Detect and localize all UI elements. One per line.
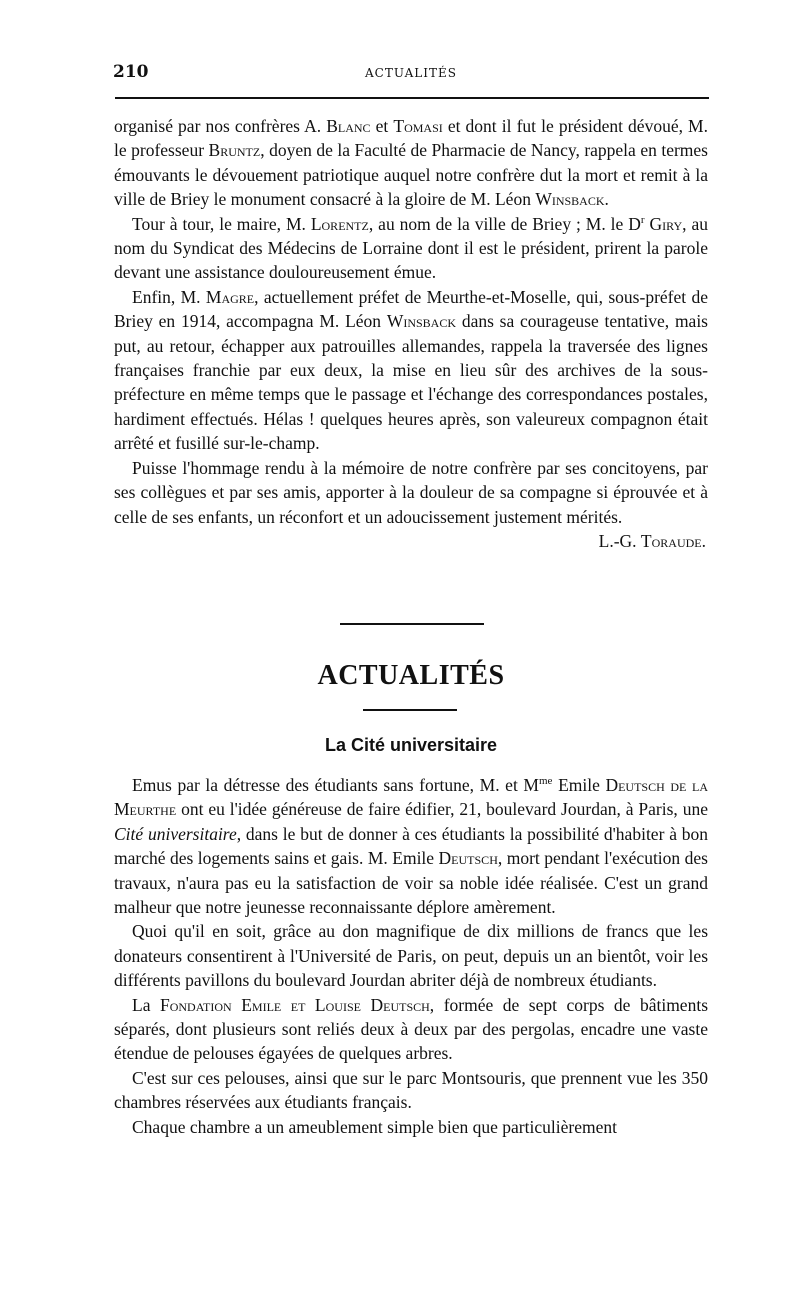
title-underline	[363, 709, 457, 711]
header-rule	[115, 97, 709, 99]
cite-article	[114, 773, 708, 1139]
paragraph: Puisse l'hommage rendu à la mémoire de notre confrère par ses concitoyens, par ses collègues et par ses amis, apporter à la douleur de sa compagne si éprouvée et à celle de ses enfants, un réconfort et un adoucissement justement mérités. L.-G. Toraude.	[114, 456, 708, 529]
name-blanc: Blanc	[326, 116, 371, 136]
name-giry: Giry	[649, 213, 683, 234]
signature: L.-G. Toraude.	[598, 530, 706, 551]
name-deutsch: Deutsch	[438, 848, 498, 869]
name-lorentz: Lorentz	[310, 213, 369, 234]
article-title: La Cité universitaire	[324, 735, 498, 755]
name-tomasi: Tomasi	[393, 116, 443, 136]
paragraph: C'est sur ces pelouses, ainsi que sur le parc Montsouris, que prennent vue les 350 chambres réservées aux étudiants français.	[114, 1067, 708, 1113]
page-number: 210	[113, 62, 149, 82]
name-winsback: Winsback	[535, 189, 605, 210]
paragraph: La Fondation Emile et Louise Deutsch, formée de sept corps de bâtiments séparés, dont plusieurs sont reliés deux à deux par des pergolas, encadre une vaste étendue de pelouses égayées de quelques arbres.	[114, 994, 708, 1064]
paragraph: Emus par la détresse des étudiants sans fortune, M. et $M^{me}$ Emile Deutsch de la Meurthe ont eu l'idée généreuse de faire édifier, 21, boulevard Jourdan, à Paris, une Cité universitaire, dans le but de donner à ces étudiants la possibilité d'habiter à bon marché des logements sains et gais. M. Emile Deutsch, mort pendant l'exécution des travaux, n'aura pas eu la satisfaction de voir sa noble idée réalisée. C'est un grand malheur que notre jeunesse reconnaissante déplore amèrement.	[114, 775, 709, 918]
paragraph: Chaque chambre a un ameublement simple bien que particulièrement	[132, 1116, 617, 1137]
paragraph: Enfin, M. Magre, actuellement préfet de Meurthe-et-Moselle, qui, sous-préfet de Briey en 1914, accompagna M. Léon Winsback dans sa courageuse tentative, mais put, au retour, échapper aux patrouilles allemandes, rappela la traversée des lignes françaises franchie par eux deux, la mise en lieu sûr des archives de la sous-préfecture en même temps que le passage et l'échange des correspondances postales, hardiment effectués. Hélas ! quelques heures après, son valeureux compagnon était arrêté et fusillé sur-le-champ.	[114, 286, 708, 454]
running-head	[113, 62, 709, 88]
paragraph: Quoi qu'il en soit, grâce au don magnifique de dix millions de francs que les donateurs consentirent à l'Université de Paris, on peut, depuis un an bientôt, voir les différents pavillons du boulevard Jourdan abriter déjà de nombreux étudiants.	[114, 921, 708, 991]
paragraph: Tour à tour, le maire, M. Lorentz, au nom de la ville de Briey ; M. le $D^r$ Giry, au nom du Syndicat des Médecins de Lorraine dont il est le président, prirent la parole devant une assistance douloureusement émue.	[114, 213, 708, 283]
section-separator	[340, 623, 484, 625]
name-donors: Deutsch de la Meurthe	[114, 775, 708, 820]
name-bruntz: Bruntz	[208, 140, 261, 161]
name-fondation: Fondation Emile et Louise Deutsch	[159, 994, 430, 1015]
cite-name: Cité universitaire	[114, 823, 237, 844]
name-magre: Magre	[205, 286, 255, 307]
paragraph: organisé par nos confrères A. Blanc et Tomasi et dont il fut le président dévoué, M. le professeur Bruntz, doyen de la Faculté de Pharmacie de Nancy, rappela en termes émouvants le dévouement patriotique auquel notre confrère dut la mort et remit à la ville de Briey le monument consacré à la gloire de M. Léon Winsback.	[114, 116, 708, 210]
section-title: ACTUALITÉS	[317, 660, 505, 691]
running-title: ACTUALITÉS	[365, 66, 457, 80]
top-article	[114, 114, 708, 553]
name-winsback: Winsback	[386, 311, 457, 332]
